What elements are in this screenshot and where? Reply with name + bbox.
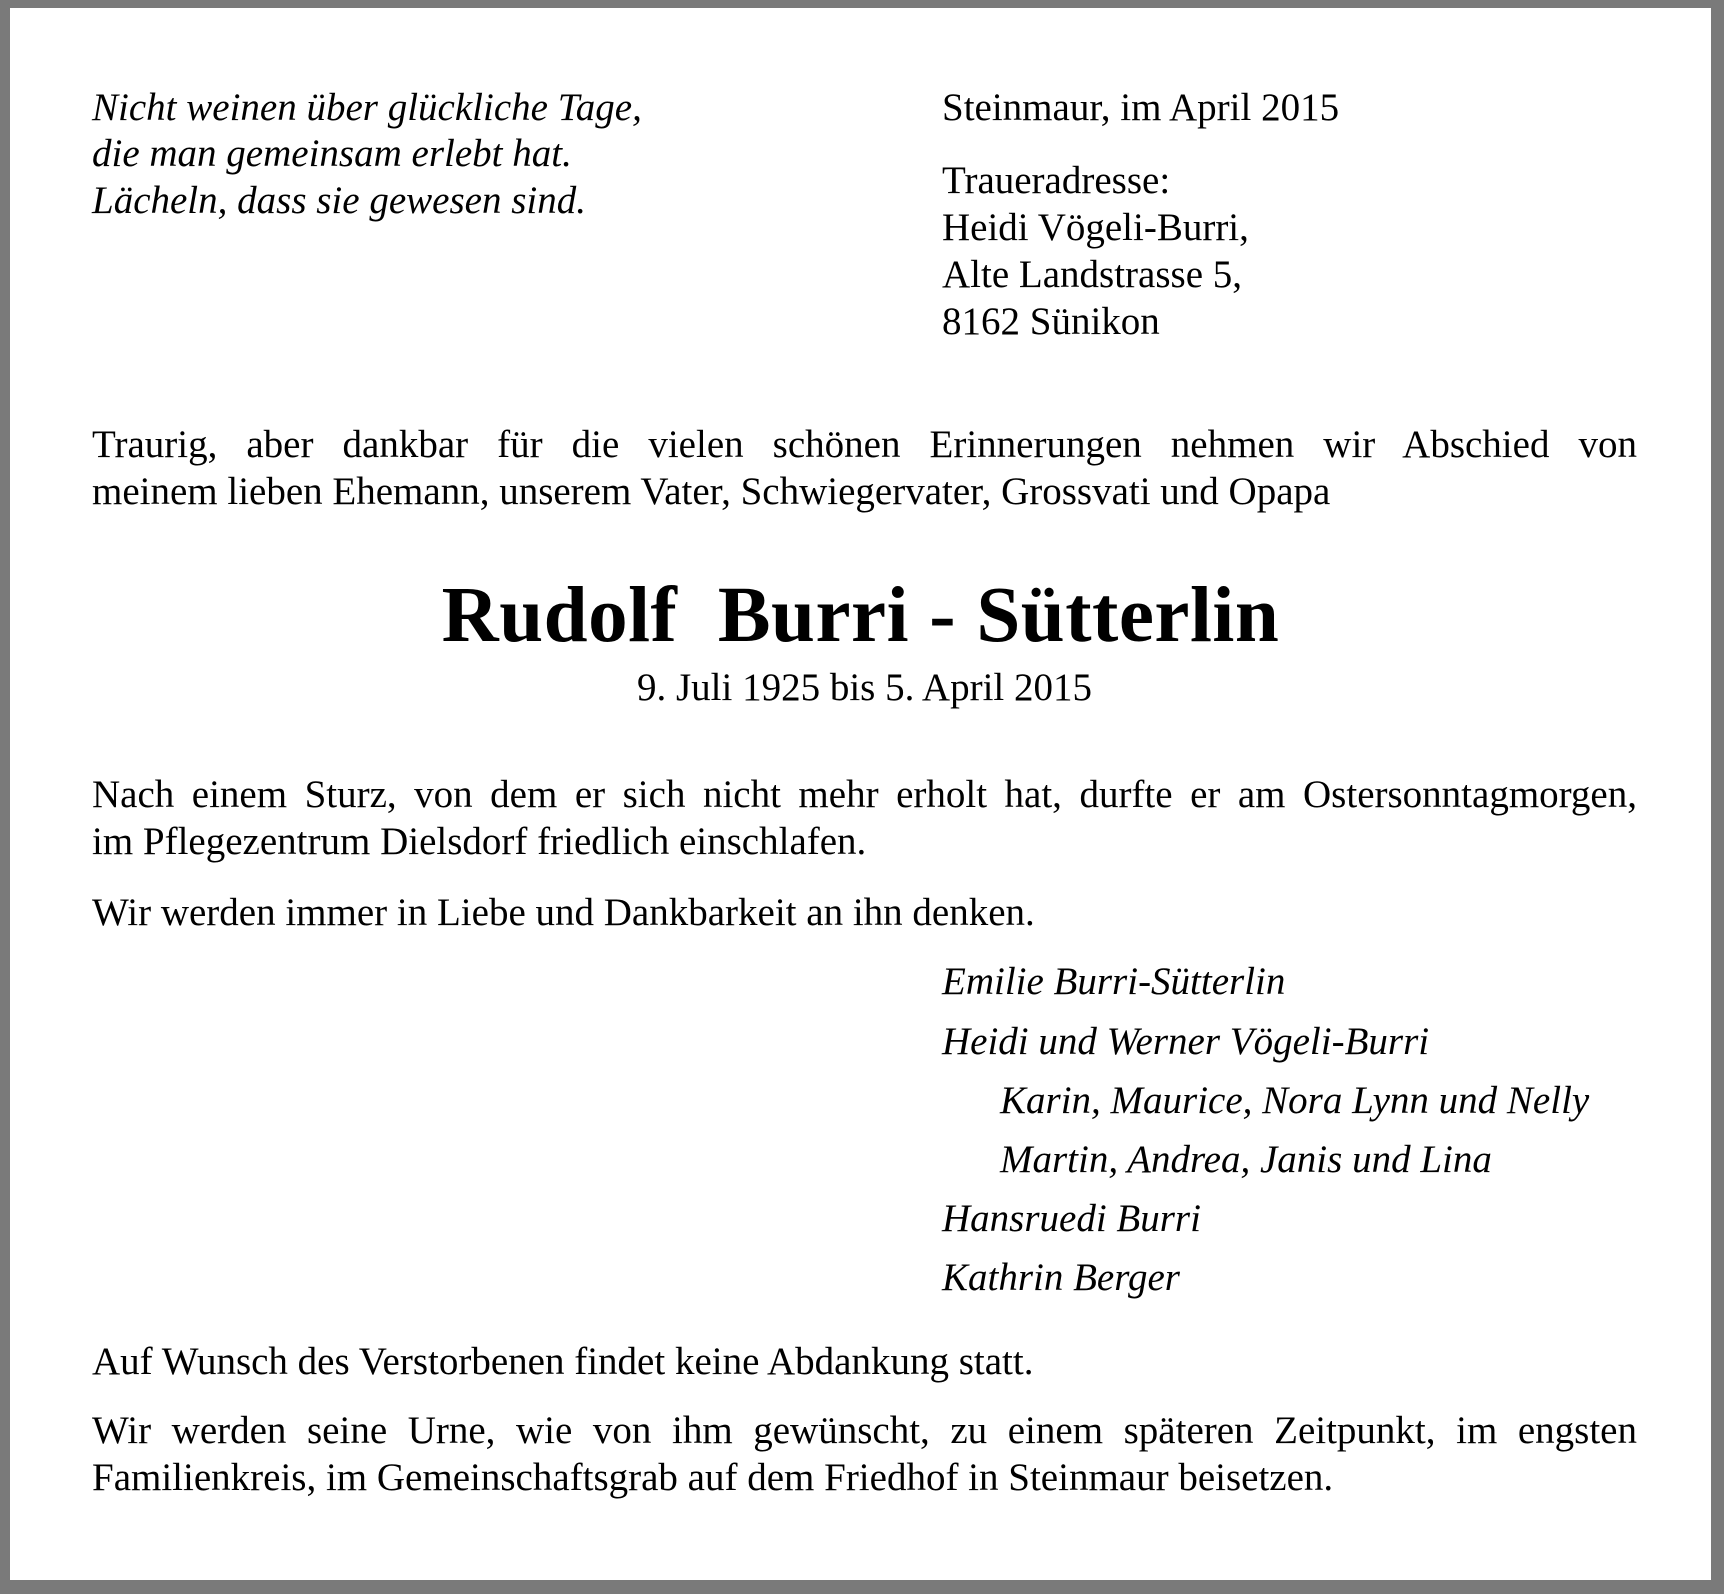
motto-line-1: Nicht weinen über glückliche Tage, xyxy=(92,86,642,129)
mourner: Hansruedi Burri xyxy=(942,1197,1201,1240)
no-service-notice: Auf Wunsch des Verstorbenen findet keine Abdankung statt. xyxy=(92,1340,1034,1383)
burial-line-1: Wir werden seine Urne, wie von ihm gewünscht, zu einem späteren Zeitpunkt, im engsten xyxy=(92,1409,1637,1452)
intro-line-2: meinem lieben Ehemann, unserem Vater, Schwiegervater, Grossvati und Opapa xyxy=(92,470,1331,513)
circumstances-line-1: Nach einem Sturz, von dem er sich nicht mehr erholt hat, durfte er am Ostersonntagmorgen, xyxy=(92,773,1637,816)
circumstances-line-2: im Pflegezentrum Dielsdorf friedlich einschlafen. xyxy=(92,820,867,863)
mourner: Emilie Burri-Sütterlin xyxy=(942,960,1286,1003)
mourner-grandchildren: Karin, Maurice, Nora Lynn und Nelly xyxy=(1000,1079,1590,1122)
mourner: Heidi und Werner Vögeli-Burri xyxy=(942,1020,1430,1063)
address-city: 8162 Sünikon xyxy=(942,300,1160,343)
address-street: Alte Landstrasse 5, xyxy=(942,253,1243,296)
life-dates: 9. Juli 1925 bis 5. April 2015 xyxy=(636,666,1093,709)
motto-line-2: die man gemeinsam erlebt hat. xyxy=(92,132,572,175)
remembrance-text: Wir werden immer in Liebe und Dankbarkeit an ihn denken. xyxy=(92,891,1035,934)
motto-line-3: Lächeln, dass sie gewesen sind. xyxy=(92,179,586,222)
mourner: Kathrin Berger xyxy=(942,1256,1180,1299)
mourner-grandchildren: Martin, Andrea, Janis und Lina xyxy=(1000,1138,1492,1181)
intro-line-1: Traurig, aber dankbar für die vielen schönen Erinnerungen nehmen wir Abschied von xyxy=(92,423,1637,466)
burial-line-2: Familienkreis, im Gemeinschaftsgrab auf dem Friedhof in Steinmaur beisetzen. xyxy=(92,1456,1334,1499)
address-name: Heidi Vögeli-Burri, xyxy=(942,206,1249,249)
address-label: Traueradresse: xyxy=(942,159,1171,202)
obituary-page xyxy=(10,8,1711,1580)
place-date: Steinmaur, im April 2015 xyxy=(942,86,1340,129)
deceased-name: Rudolf Burri - Sütterlin xyxy=(441,572,1280,659)
